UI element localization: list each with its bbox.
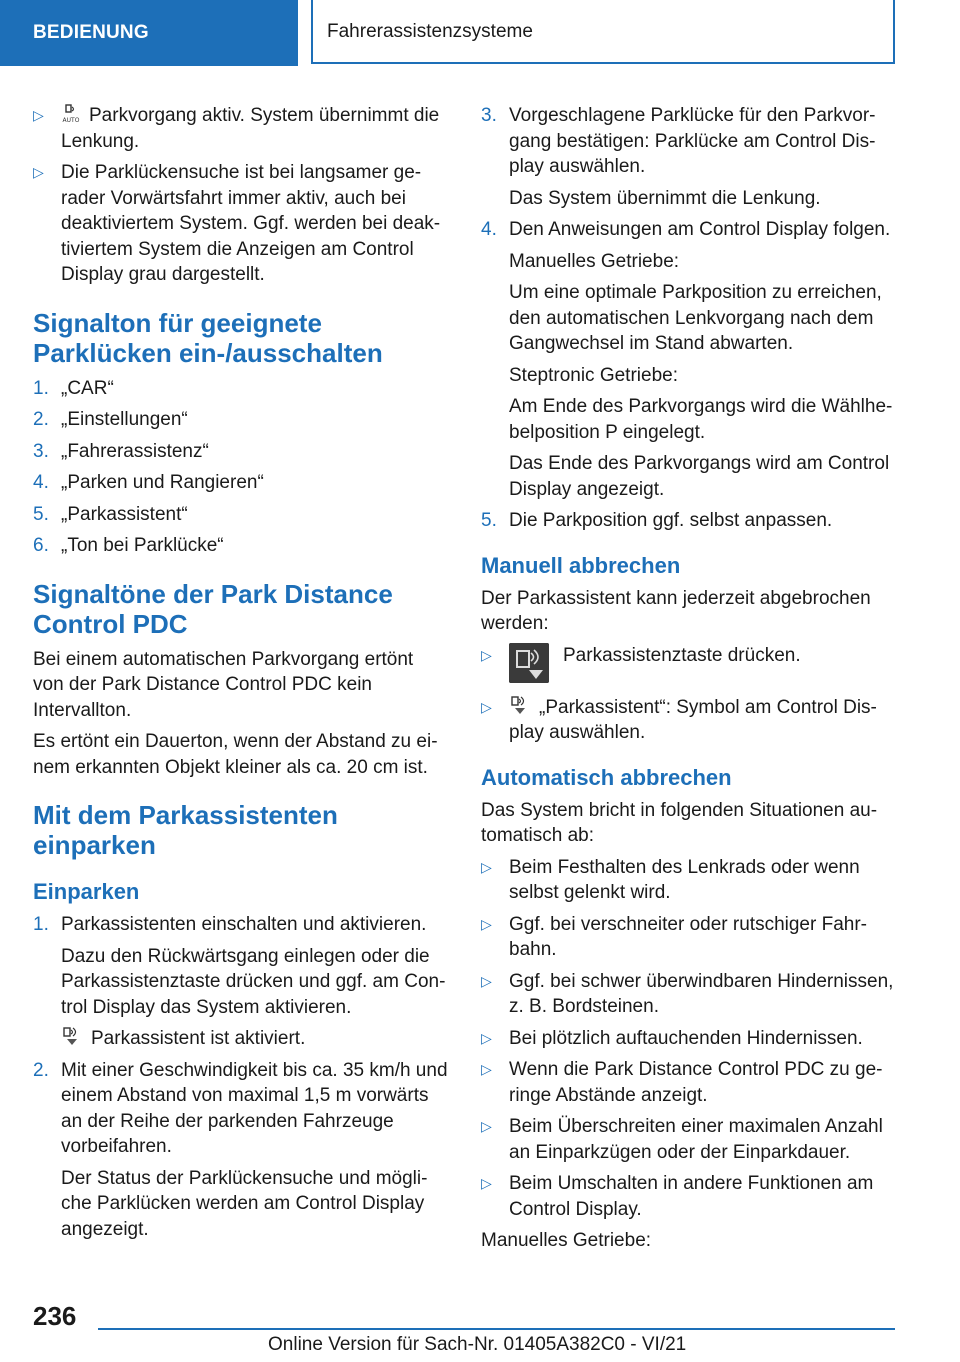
bullet-marker: ▷ — [481, 1175, 492, 1191]
paragraph: Es ertönt ein Dauerton, wenn der Abstand zu einem erkannten Objekt kleiner als ca. 20 cm ist. — [33, 731, 438, 778]
bullet-marker: ▷ — [481, 1061, 492, 1077]
step-text: „Parken und Rangieren“ — [61, 472, 264, 493]
step-item — [33, 470, 449, 496]
step-item — [33, 533, 449, 559]
heading-einparken-main: Mit dem Parkassistenten einparken — [33, 800, 338, 860]
step-text: „Fahrerassistenz“ — [61, 440, 209, 462]
heading-signalton: Signalton für geeignete Parklücken ein-/ausschalten — [33, 307, 383, 368]
step-sub-text: Am Ende des Parkvorgangs wird die Wählhebelposition P eingelegt. — [509, 396, 893, 443]
step-text: „CAR“ — [61, 377, 114, 399]
step-item — [33, 407, 449, 433]
step-number: 2. — [33, 409, 49, 430]
list-item — [481, 1057, 895, 1108]
bullet-text: Ggf. bei schwer überwindbaren Hindernissen, z. B. Bordsteinen. — [509, 970, 894, 1017]
step-sub-text: Manuelles Getriebe: — [509, 250, 680, 272]
icon-caption: Parkassistent ist aktiviert. — [91, 1028, 306, 1049]
bullet-marker: ▷ — [33, 164, 44, 180]
step-number: 1. — [33, 914, 49, 935]
list-item — [481, 695, 895, 746]
section-label: BEDIENUNG — [0, 0, 298, 66]
heading-pdc: Signaltöne der Park Distance Control PDC — [33, 578, 393, 639]
bullet-marker: ▷ — [481, 698, 492, 715]
step-sub-text: Der Status der Parklückensuche und mögliche Parklücken werden am Control Display angezeigt. — [61, 1167, 428, 1240]
heading-einparken: Einparken — [33, 879, 140, 904]
step-text: „Parkassistent“ — [61, 503, 188, 525]
step-number: 5. — [33, 503, 49, 525]
step-text: „Ton bei Parklücke“ — [61, 535, 224, 556]
list-item — [481, 855, 895, 906]
bullet-marker: ▷ — [481, 972, 492, 989]
footer-text: Online Version für Sach-Nr. 01405A382C0 - VI/21 — [268, 1334, 687, 1355]
right-column — [481, 103, 895, 1260]
step-number: 1. — [33, 377, 49, 399]
bullet-text: „Parkassistent“: Symbol am Control Display auswählen. — [509, 696, 877, 743]
step-sub-text: Das System übernimmt die Lenkung. — [509, 187, 821, 209]
bullet-marker: ▷ — [481, 858, 492, 875]
step-number: 6. — [33, 535, 49, 556]
park-assist-button-icon — [509, 643, 549, 683]
left-column — [33, 103, 449, 1248]
chapter-label: Fahrerassistenzsysteme — [311, 0, 895, 64]
list-item — [481, 969, 895, 1020]
list-item — [481, 1026, 895, 1052]
list-item — [481, 643, 895, 683]
step-item — [33, 1058, 449, 1160]
bullet-text: Parkassistenztaste drücken. — [563, 644, 801, 666]
bullet-marker: ▷ — [481, 646, 492, 663]
step-sub-text: Dazu den Rückwärtsgang einlegen oder die Parkassistenztaste drücken und ggf. am Control Display das System aktivieren. — [61, 945, 446, 1018]
step-text: „Einstellungen“ — [61, 409, 188, 430]
page-header — [0, 0, 960, 66]
park-assist-icon — [61, 1027, 83, 1047]
step-number: 3. — [481, 105, 497, 126]
bullet-text: Beim Überschreiten einer maximalen Anzahl an Einparkzügen oder der Einparkdauer. — [509, 1116, 883, 1163]
step-text: Vorgeschlagene Parklücke für den Parkvorgang bestätigen: Parklücke am Control Display auswählen. — [509, 105, 876, 177]
list-item — [481, 1114, 895, 1165]
step-number: 5. — [481, 510, 497, 531]
bullet-text: Die Parklückensuche ist bei langsamer gerader Vorwärtsfahrt immer aktiv, auch bei deaktiviertem System. Ggf. werden bei deaktiviertem System die Anzeigen am Control Display grau dargestellt. — [61, 162, 441, 285]
list-item — [33, 103, 449, 154]
step-item — [33, 912, 449, 938]
bullet-marker: ▷ — [481, 1118, 492, 1134]
bullet-marker: ▷ — [33, 107, 44, 123]
bullet-text: Wenn die Park Distance Control PDC zu geringe Abstände anzeigt. — [509, 1059, 883, 1106]
park-assist-icon — [509, 696, 531, 716]
footer-divider — [98, 1328, 895, 1330]
bullet-text: Ggf. bei verschneiter oder rutschiger Fahrbahn. — [509, 913, 867, 960]
step-number: 2. — [33, 1059, 49, 1081]
step-sub-text: Um eine optimale Parkposition zu erreichen, den automatischen Lenkvorgang nach dem Gangwechsel im Stand abwarten. — [509, 282, 882, 354]
step-text: Den Anweisungen am Control Display folgen. — [509, 219, 891, 240]
paragraph: Bei einem automatischen Parkvorgang ertönt von der Park Distance Control PDC kein Intervallton. — [33, 648, 414, 721]
bullet-text: Parkvorgang aktiv. System übernimmt die Lenkung. — [61, 105, 440, 152]
step-item — [33, 376, 449, 402]
step-number: 4. — [33, 472, 49, 493]
park-assist-auto-icon — [61, 104, 81, 124]
bullet-marker: ▷ — [481, 915, 492, 932]
bullet-text: Beim Umschalten in andere Funktionen am Control Display. — [509, 1173, 874, 1220]
step-text: Mit einer Geschwindigkeit bis ca. 35 km/h und einem Abstand von maximal 1,5 m vorwärts an der Reihe der parkenden Fahrzeuge vorbeifahren. — [61, 1059, 448, 1157]
paragraph: Manuelles Getriebe: — [481, 1230, 652, 1251]
step-number: 3. — [33, 440, 49, 462]
page-number: 236 — [33, 1301, 77, 1331]
step-sub-text: Das Ende des Parkvorgangs wird am Control Display angezeigt. — [509, 453, 890, 500]
list-item — [481, 912, 895, 963]
step-item — [33, 502, 449, 528]
step-text: Parkassistenten einschalten und aktivieren. — [61, 914, 427, 935]
step-number: 4. — [481, 219, 497, 240]
bullet-marker: ▷ — [481, 1029, 492, 1046]
heading-automatisch: Automatisch abbrechen — [481, 764, 732, 790]
step-item — [481, 508, 895, 534]
paragraph: Das System bricht in folgenden Situationen automatisch ab: — [481, 799, 878, 846]
bullet-text: Beim Festhalten des Lenkrads oder wenn selbst gelenkt wird. — [509, 856, 860, 903]
step-item — [33, 439, 449, 465]
step-sub-icon-line — [61, 1026, 449, 1052]
step-text: Die Parkposition ggf. selbst anpassen. — [509, 510, 833, 531]
list-item — [33, 160, 449, 288]
step-sub-text: Steptronic Getriebe: — [509, 364, 678, 386]
step-item — [481, 217, 895, 243]
step-item — [481, 103, 895, 180]
bullet-text: Bei plötzlich auftauchenden Hindernissen. — [509, 1027, 863, 1049]
heading-manuell: Manuell abbrechen — [481, 552, 681, 578]
svg-text:AUTO: AUTO — [62, 117, 80, 124]
paragraph: Der Parkassistent kann jederzeit abgebrochen werden: — [481, 587, 871, 634]
list-item — [481, 1171, 895, 1222]
